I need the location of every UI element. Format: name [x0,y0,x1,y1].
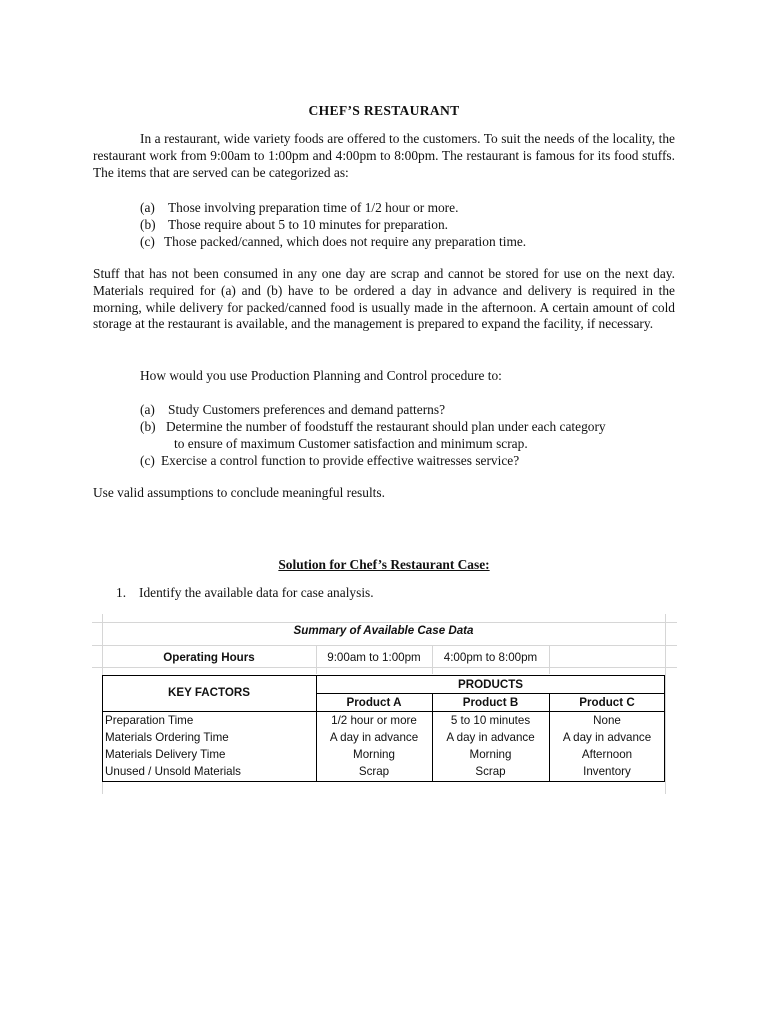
summary-title: Summary of Available Case Data [293,624,474,637]
table-cell: Scrap [475,765,506,778]
table-cell: Afternoon [581,748,633,761]
table-cell: A day in advance [329,731,419,744]
step-number: 1. [116,585,127,600]
table-cell: Morning [353,748,395,761]
operating-hours-morning: 9:00am to 1:00pm [327,651,421,664]
list-text: Those require about 5 to 10 minutes for preparation. [168,217,449,232]
list-marker: (a) [140,200,155,215]
row-label: Materials Delivery Time [105,748,226,761]
table-cell: Morning [469,748,512,761]
list-text: Those involving preparation time of 1/2 hour or more. [168,200,459,215]
list-text: Those packed/canned, which does not require any preparation time. [164,234,527,249]
question-text: How would you use Production Planning and Control procedure to: [140,368,502,383]
row-label: Materials Ordering Time [105,731,229,744]
task-item-a [140,401,445,418]
table-cell: Scrap [358,765,390,778]
summary-table [92,614,677,794]
row-label: Unused / Unsold Materials [105,765,241,778]
table-cell: 1/2 hour or more [331,714,417,727]
operating-hours-evening: 4:00pm to 8:00pm [443,651,538,664]
intro-paragraph: In a restaurant, wide variety foods are offered to the customers. To suit the needs of the locality, the restaurant work from 9:00am to 1:00pm and 4:00pm to 8:00pm. The restaurant is famous for its food stuffs. The items that are served can be categorized as: [93,131,675,180]
table-cell: Inventory [583,765,631,778]
row-label: Preparation Time [105,714,194,727]
task-item-c [140,452,519,469]
category-item-c [140,233,526,250]
product-c-header: Product C [579,696,635,709]
step-1 [116,585,374,601]
category-item-b [140,216,448,233]
table-cell: A day in advance [446,731,535,744]
product-a-header: Product A [346,696,402,709]
solution-title: Solution for Chef’s Restaurant Case: [278,557,490,572]
document-title: CHEF’S RESTAURANT [308,103,460,118]
product-b-header: Product B [462,696,519,709]
task-item-b-continuation: to ensure of maximum Customer satisfaction and minimum scrap. [174,436,528,451]
list-marker: (b) [140,217,156,232]
list-text: Determine the number of foodstuff the restaurant should plan under each category [166,419,606,434]
list-marker: (a) [140,402,155,417]
list-text: Study Customers preferences and demand patterns? [168,402,446,417]
category-item-a [140,199,458,216]
step-text: Identify the available data for case analysis. [139,585,374,600]
task-item-b [140,418,606,435]
table-cell: 5 to 10 minutes [450,714,531,727]
assumption-text: Use valid assumptions to conclude meaningful results. [93,485,385,500]
list-marker: (c) [140,234,155,249]
list-marker: (b) [140,419,156,434]
table-cell: None [593,714,621,727]
table-cell: A day in advance [562,731,652,744]
operating-hours-label: Operating Hours [163,651,255,664]
list-text: Exercise a control function to provide effective waitresses service? [161,453,520,468]
key-factors-header: KEY FACTORS [167,686,251,699]
products-header: PRODUCTS [457,678,524,691]
list-marker: (c) [140,453,155,468]
stuff-paragraph: Stuff that has not been consumed in any one day are scrap and cannot be stored for use on the next day. Materials required for (a) and (b) have to be ordered a day in advance and delivery is required in the morning, while delivery for packed/canned food is usually made in the afternoon. A certain amount of cold storage at the restaurant is available, and the management is prepared to expand the facility, if necessary. [93,266,675,332]
